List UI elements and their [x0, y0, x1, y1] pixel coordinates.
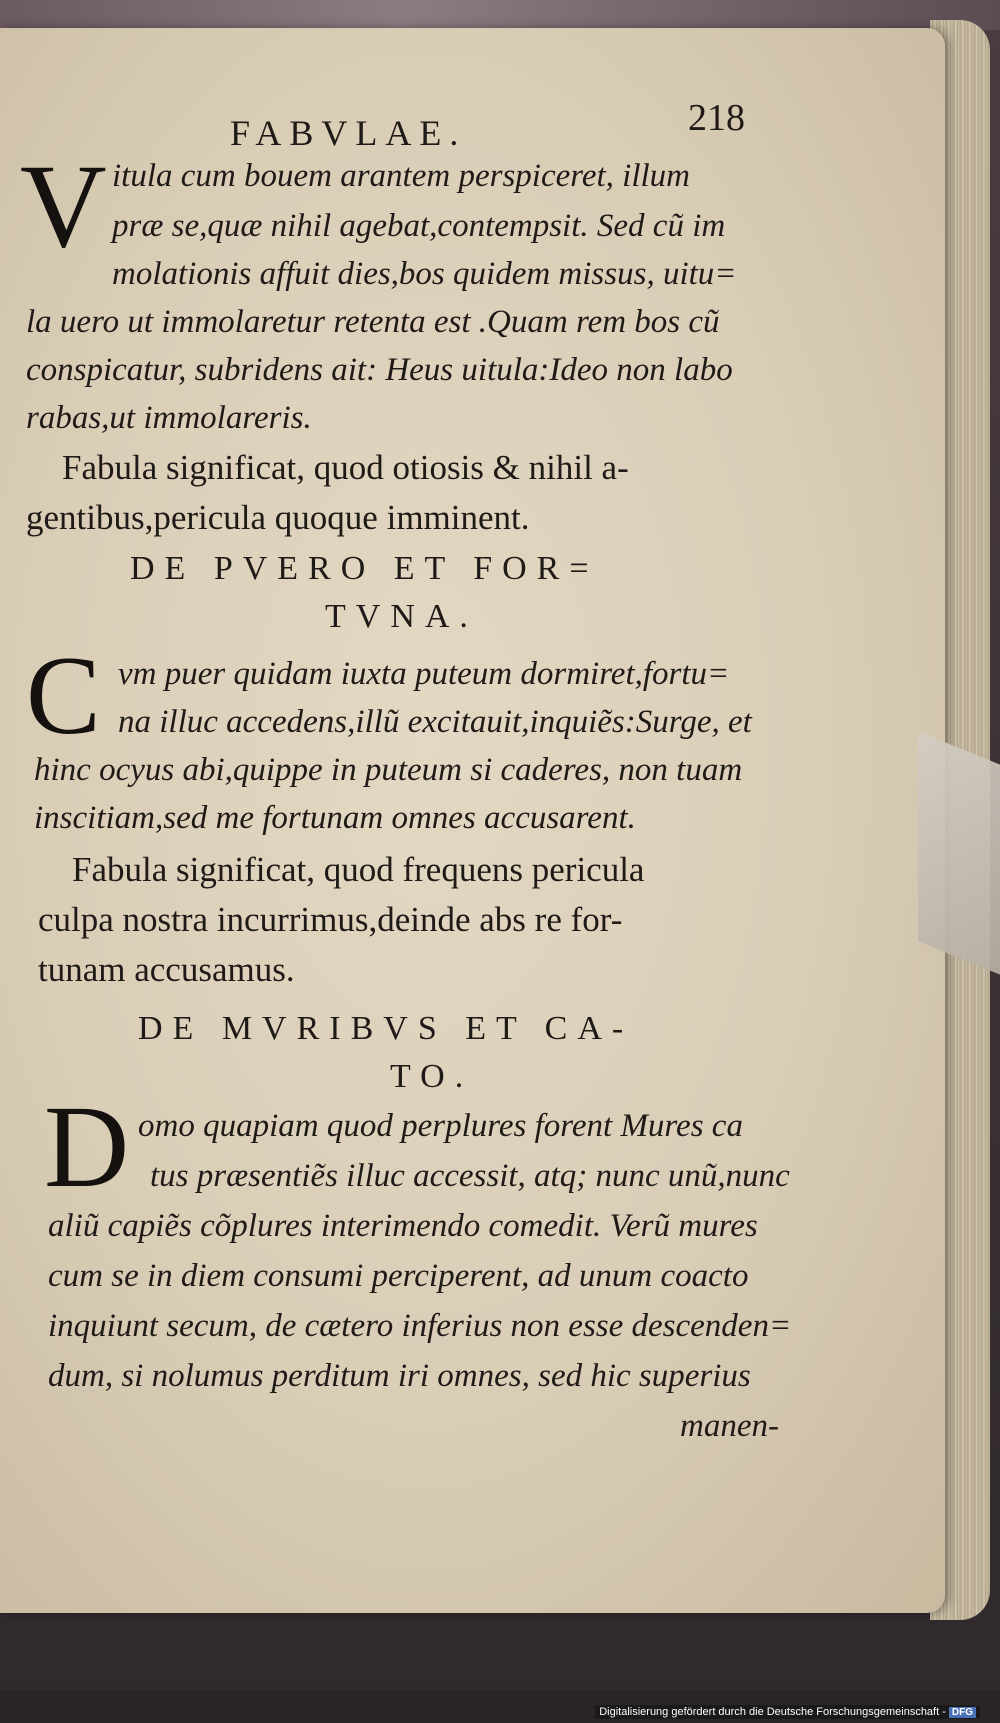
dfg-logo: DFG [949, 1707, 976, 1718]
book-page [0, 28, 945, 1613]
funding-note-text: Digitalisierung gefördert durch die Deutsche Forschungsgemeinschaft - [599, 1706, 946, 1718]
fable3-line-3: aliũ capiẽs cõplures interimendo comedit. Verũ mures [48, 1208, 758, 1244]
running-head: FABVLAE. [230, 113, 467, 153]
fable3-line-6: dum, si nolumus perditum iri omnes, sed hic superius [48, 1358, 751, 1394]
fable3-line-4: cum se in diem consumi perciperent, ad unum coacto [48, 1258, 749, 1294]
fable3-heading-1: DE MVRIBVS ET CA- [138, 1010, 634, 1047]
fable3-heading-2: TO. [390, 1058, 474, 1095]
fable1-line-1: itula cum bouem arantem perspiceret, illum [112, 158, 691, 194]
fable1-line-5: conspicatur, subridens ait: Heus uitula:Ideo non labo [26, 352, 733, 388]
fable2-moral-1: Fabula significat, quod frequens pericula [72, 850, 645, 889]
fable1-line-2: præ se,quæ nihil agebat,contempsit. Sed cũ im [112, 208, 726, 244]
dropcap-c: C [26, 634, 101, 758]
funding-note [595, 1705, 980, 1719]
fable1-line-4: la uero ut immolaretur retenta est .Quam rem bos cũ [26, 304, 720, 340]
fable3-line-1: omo quapiam quod perplures forent Mures ca [138, 1108, 743, 1144]
fable1-moral-1: Fabula significat, quod otiosis & nihil a- [62, 448, 629, 487]
fable2-moral-2: culpa nostra incurrimus,deinde abs re for- [38, 900, 623, 939]
binding-top-strip [0, 0, 1000, 30]
fable2-line-3: hinc ocyus abi,quippe in puteum si caderes, non tuam [34, 752, 743, 788]
fable2-line-2: na illuc accedens,illũ excitauit,inquiẽs:Surge, et [118, 704, 752, 740]
fable1-line-3: molationis affuit dies,bos quidem missus, uitu= [112, 256, 737, 292]
fable3-line-5: inquiunt secum, de cætero inferius non esse descenden= [48, 1308, 792, 1344]
bottom-bar [0, 1690, 1000, 1723]
fable2-heading-2: TVNA. [325, 598, 478, 635]
fable2-heading-1: DE PVERO ET FOR= [130, 550, 599, 587]
fable3-catchword: manen- [680, 1408, 779, 1444]
fable3-line-2: tus præsentiẽs illuc accessit, atq; nunc unũ,nunc [150, 1158, 790, 1194]
fable2-moral-3: tunam accusamus. [38, 950, 295, 989]
fable2-line-4: inscitiam,sed me fortunam omnes accusarent. [34, 800, 636, 836]
bookmark-ribbon [918, 731, 1000, 974]
dropcap-v: V [20, 139, 107, 272]
fable1-line-6: rabas,ut immolareris. [26, 400, 312, 436]
page-number: 218 [688, 97, 745, 139]
fable2-line-1: vm puer quidam iuxta puteum dormiret,fortu= [118, 656, 730, 692]
dropcap-d: D [44, 1081, 130, 1212]
fable1-moral-2: gentibus,pericula quoque imminent. [26, 498, 530, 537]
